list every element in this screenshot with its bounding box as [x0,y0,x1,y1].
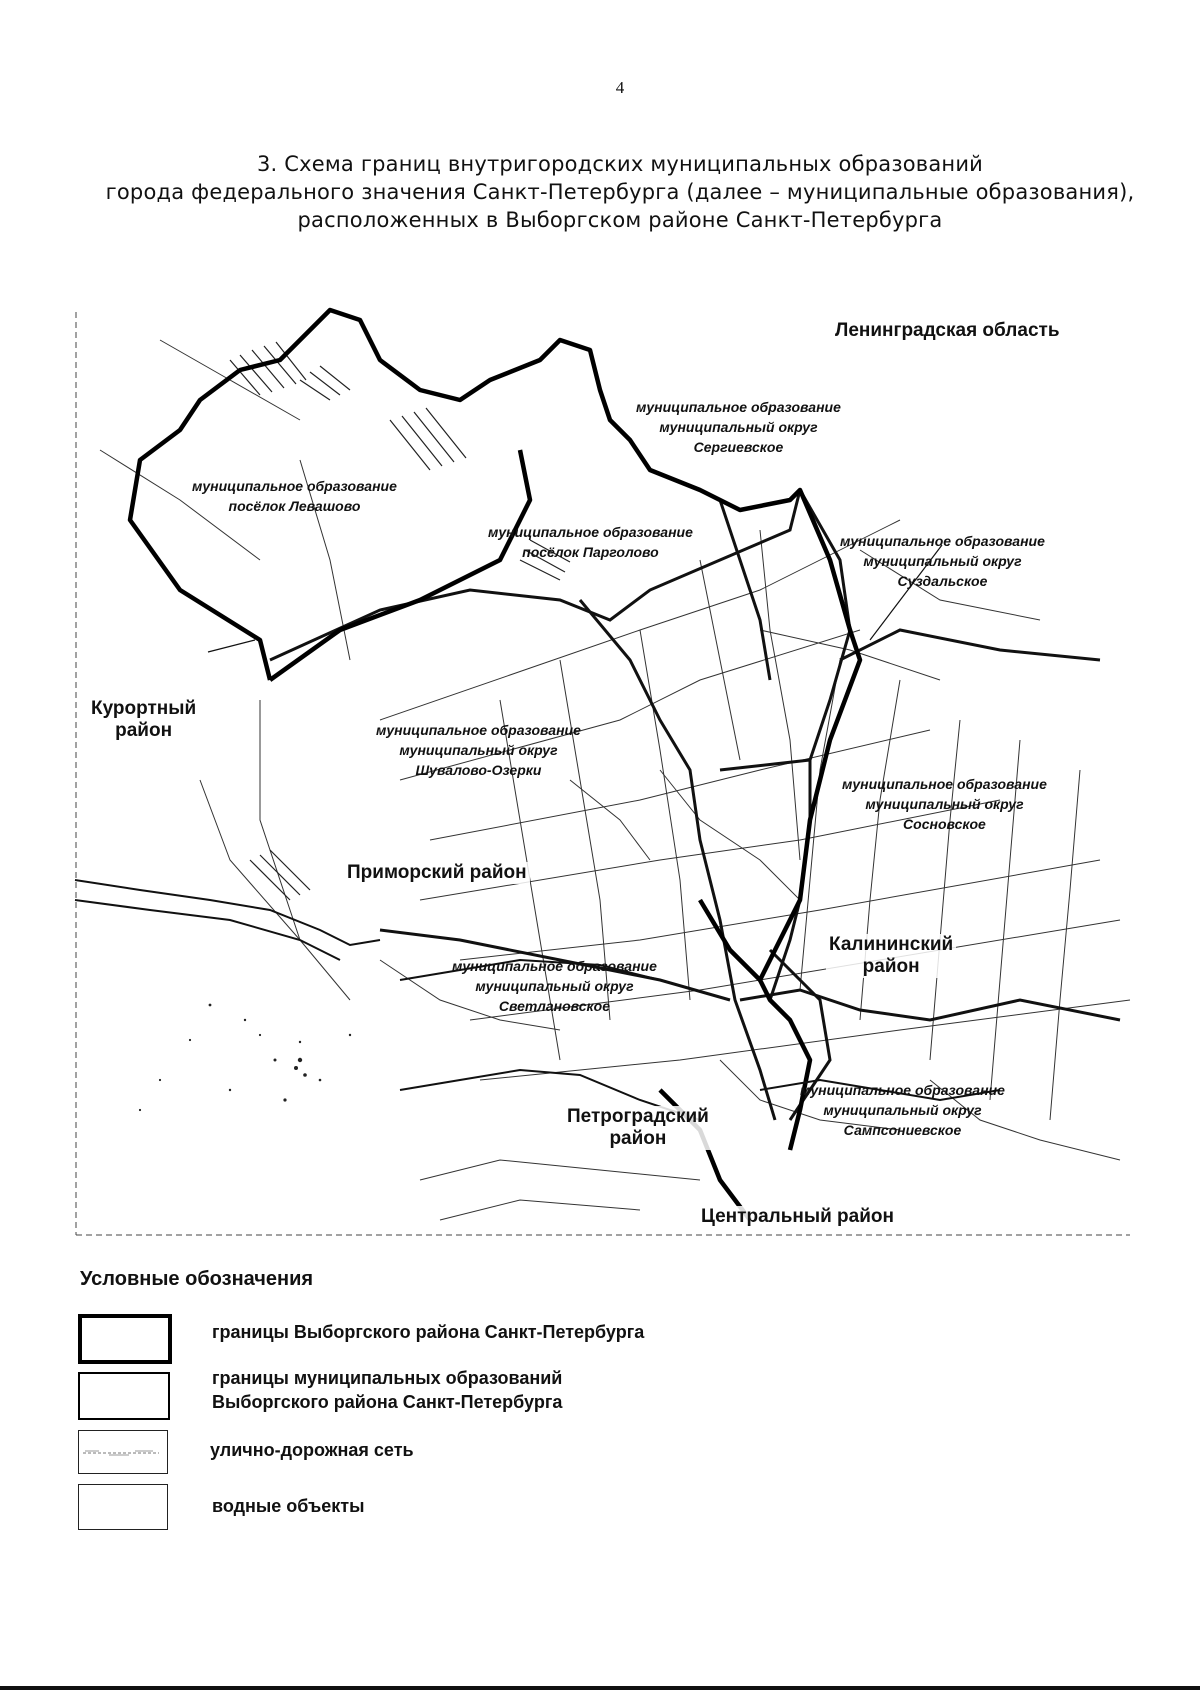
legend-label: водные объекты [212,1496,365,1516]
legend-title: Условные обозначения [80,1268,314,1290]
water-speckle [139,1004,351,1112]
legend-label: границы муниципальных образований Выборгского района Санкт-Петербурга [212,1368,563,1412]
page-number: 4 [615,78,625,97]
thick-border-swatch [78,1314,172,1364]
label-mo-sergievskoe: муниципальное образование муниципальный округ Сергиевское [636,399,841,455]
road-network-icon [79,1431,167,1473]
label-kurortny-district: Курортный район [88,698,199,742]
label-mo-svetlanovskoe: муниципальное образование муниципальный округ Светлановское [452,958,657,1014]
label-primorsky-district: Приморский район [344,862,530,884]
legend-label: улично-дорожная сеть [210,1440,414,1460]
legend-label: границы Выборгского района Санкт-Петербурга [212,1322,645,1342]
label-mo-suzdalskoe: муниципальное образование муниципальный округ Суздальское [840,533,1045,589]
label-petrogradsky-district: Петроградский район [564,1106,712,1150]
label-centralny-district: Центральный район [698,1206,897,1228]
label-mo-levashovo: муниципальное образование посёлок Левашово [192,478,397,514]
district-map [0,300,1200,1250]
title-line-3: расположенных в Выборгском районе Санкт-Петербурга [297,208,943,232]
label-mo-sampsonievskoe: муниципальное образование муниципальный округ Сампсониевское [800,1082,1005,1138]
label-mo-shuvalovo-ozerki: муниципальное образование муниципальный округ Шувалово-Озерки [376,722,581,778]
road-network-swatch [78,1430,168,1474]
label-mo-pargolovo: муниципальное образование посёлок Парголово [488,524,693,560]
page-title [40,150,1200,234]
title-line-1: 3. Схема границ внутригородских муниципальных образований [256,152,984,176]
medium-border-swatch [78,1372,170,1420]
page-bottom-rule [0,1686,1200,1690]
label-leningrad-oblast: Ленинградская область [832,320,1063,342]
title-line-2: города федерального значения Санкт-Петербурга (далее – муниципальные образования), [105,180,1135,204]
label-kalininsky-district: Калининский район [826,934,956,978]
water-swatch [78,1484,168,1530]
label-mo-sosnovskoe: муниципальное образование муниципальный округ Сосновское [842,776,1047,832]
